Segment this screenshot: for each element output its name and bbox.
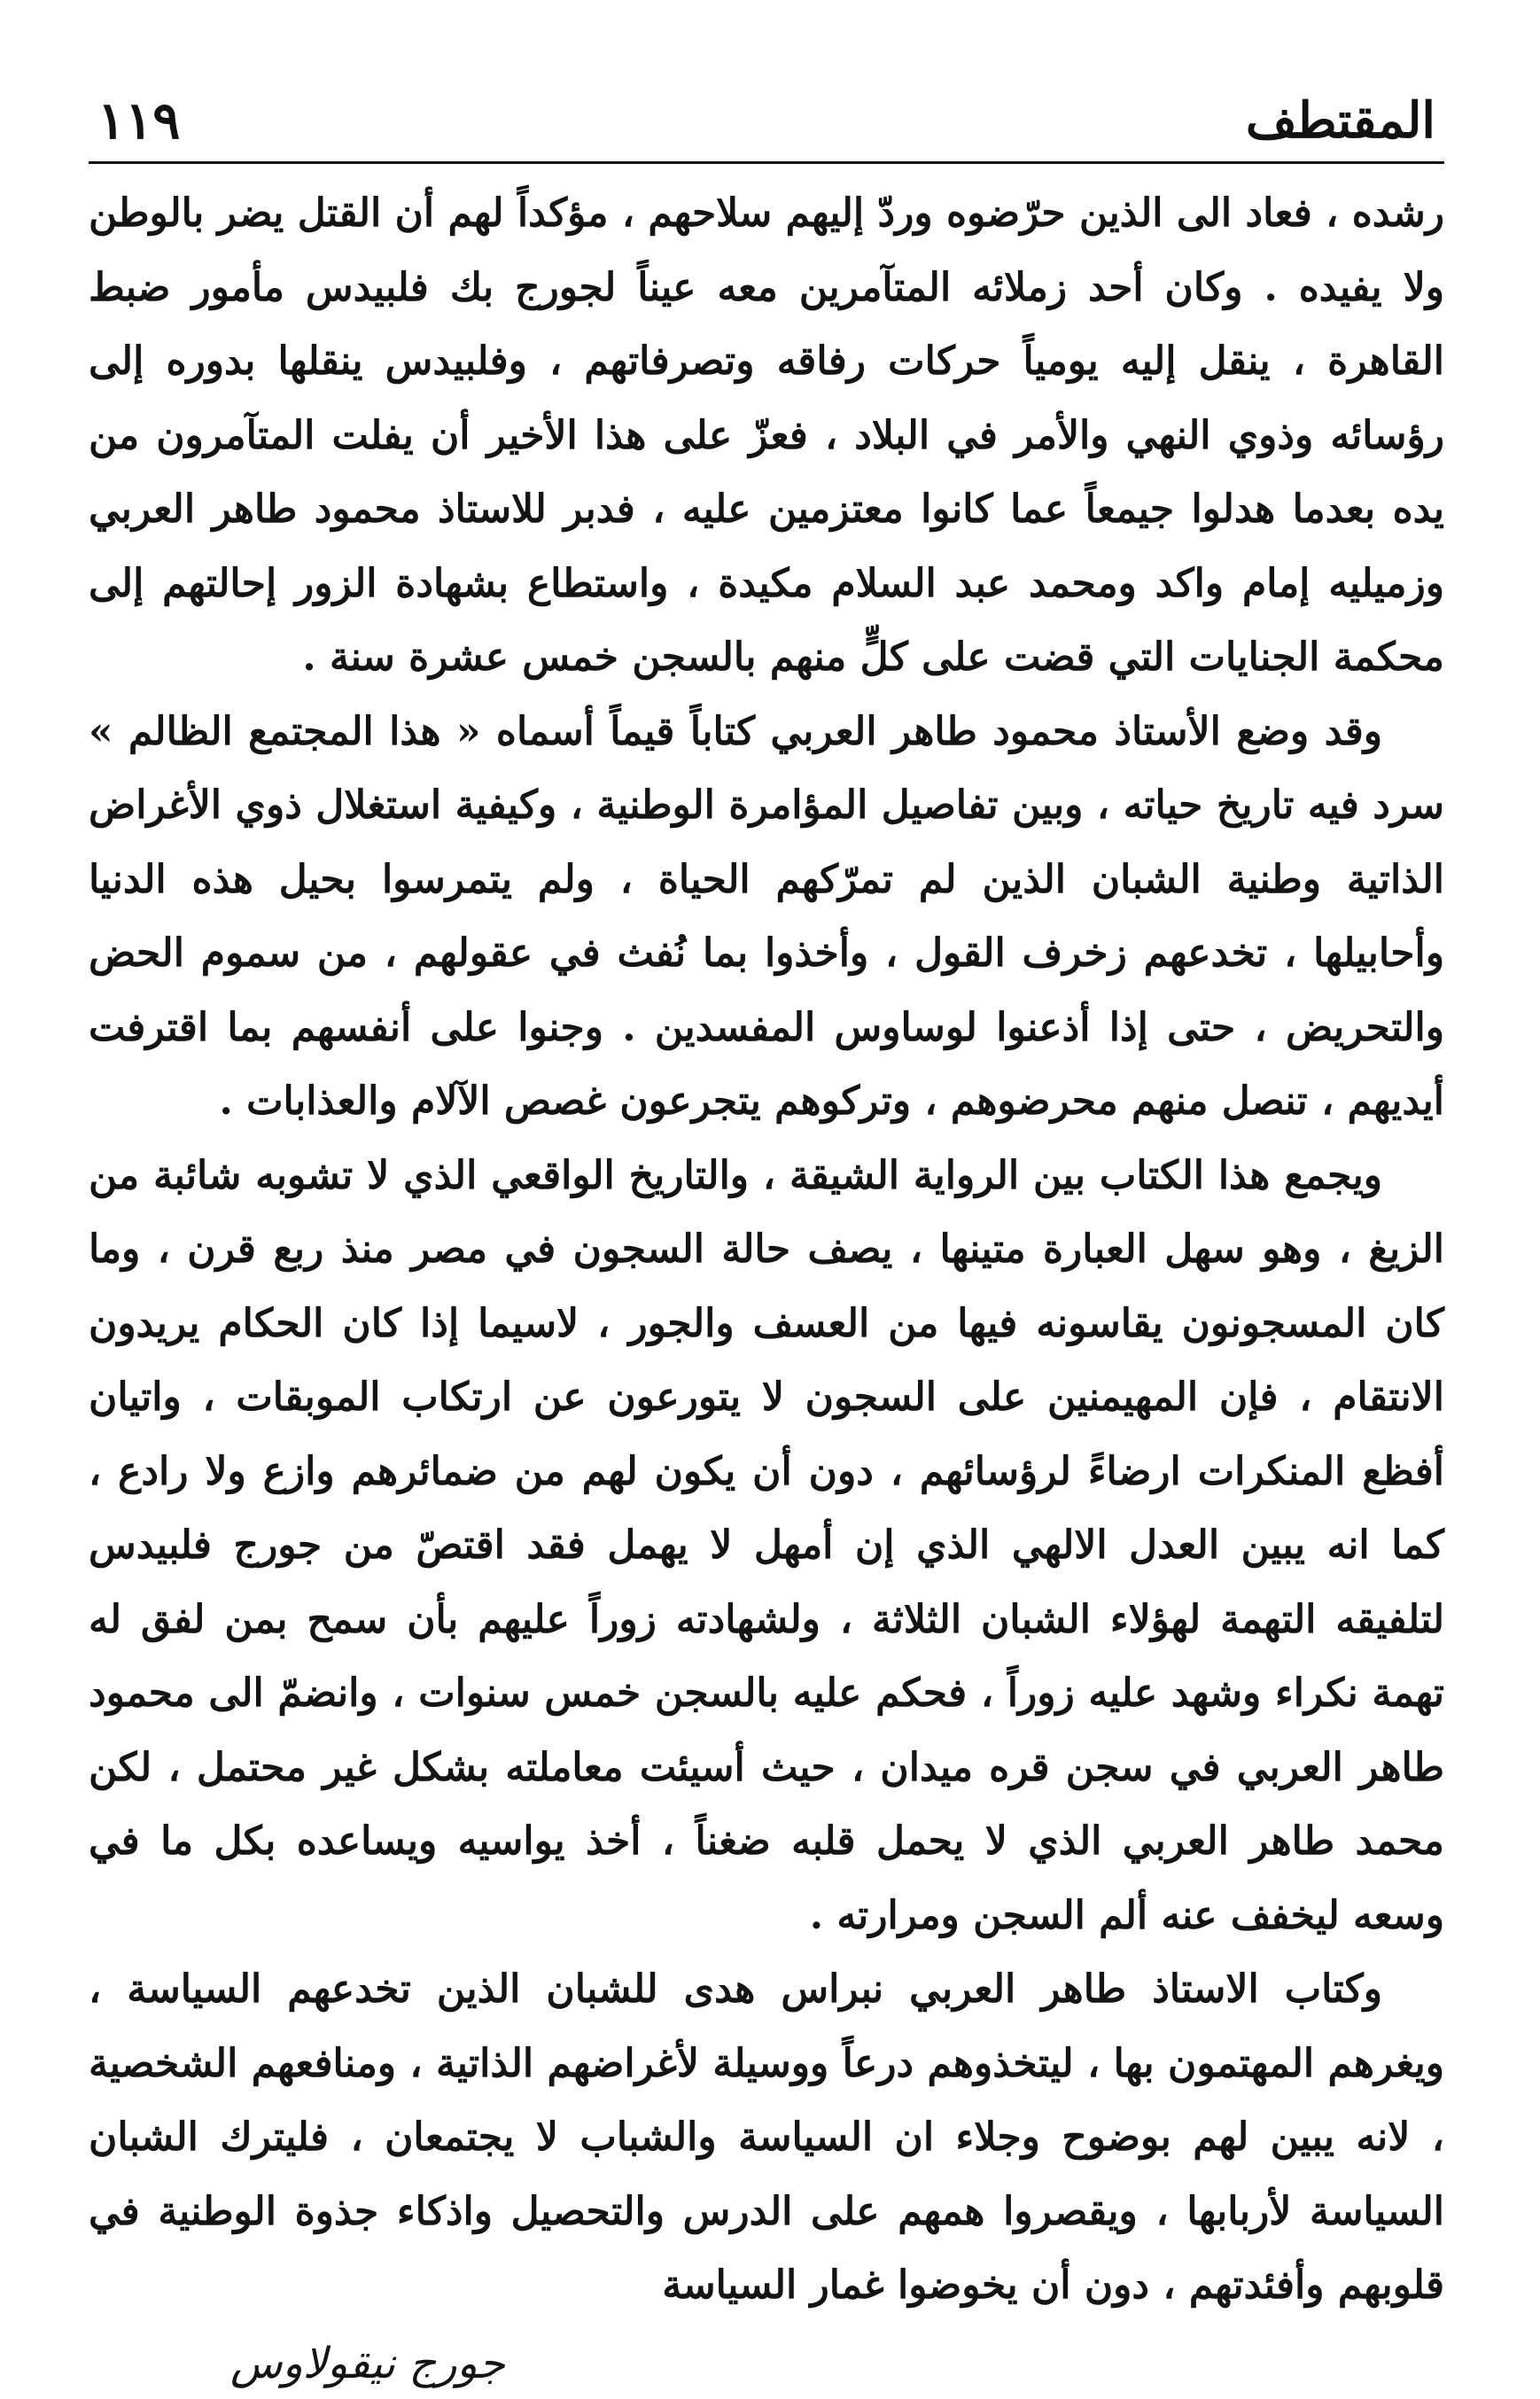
paragraph-3: ويجمع هذا الكتاب بين الرواية الشيقة ، والتاريخ الواقعي الذي لا تشوبه شائبة من الزيغ ، وهو سهل العبارة متينها ، يصف حالة السجون في مصر منذ ربع قرن ، وما كان المسجونون يقاسونه فيها من العسف والجور ، لاسيما إذا كان الحكام يريدون الانتقام ، فإن المهيمنين على السجون لا يتورعون عن ارتكاب الموبقات ، واتيان أفظع المنكرات ارضاءً لرؤسائهم ، دون أن يكون لهم من ضمائرهم وازع ولا رادع ، كما انه يبين العدل الالهي الذي إن أمهل لا يهمل فقد اقتصّ من جورج فلبيدس لتلفيقه التهمة لهؤلاء الشبان الثلاثة ، ولشهادته زوراً عليهم بأن سمح بمن لفق له تهمة نكراء وشهد عليه زوراً ، فحكم عليه بالسجن خمس سنوات ، وانضمّ الى محمود طاهر العربي في سجن قره ميدان ، حيث أسيئت معاملته بشكل غير محتمل ، لكن محمد طاهر العربي الذي لا يحمل قلبه ضغناً ، أخذ يواسيه ويساعده بكل ما في وسعه ليخفف عنه ألم السجن ومرارته .	[89, 1152, 1444, 1938]
paragraph-2: وقد وضع الأستاذ محمود طاهر العربي كتاباً قيماً أسماه « هذا المجتمع الظالم » سرد فيه تاريخ حياته ، وبين تفاصيل المؤامرة الوطنية ، وكيفية استغلال ذوي الأغراض الذاتية وطنية الشبان الذين لم تمرّكهم الحياة ، ولم يتمرسوا بحيل هذه الدنيا وأحابيلها ، تخدعهم زخرف القول ، وأخذوا بما نُفث في عقولهم ، من سموم الحض والتحريض ، حتى إذا أذعنوا لوساوس المفسدين . وجنوا على أنفسهم بما اقترفت أيديهم ، تنصل منهم محرضوهم ، وتركوهم يتجرعون غصص الآلام والعذابات .	[89, 708, 1444, 1124]
journal-name: المقتطف	[1245, 91, 1435, 150]
page-number: ١١٩	[97, 90, 181, 151]
paragraph-4: وكتاب الاستاذ طاهر العربي نبراس هدى للشبان الذين تخدعهم السياسة ، ويغرهم المهتمون بها ، ليتخذوهم درعاً ووسيلة لأغراضهم الذاتية ، ومنافعهم الشخصية ، لانه يبين لهم بوضوح وجلاء ان السياسة والشباب لا يجتمعان ، فليترك الشبان السياسة لأربابها ، ويقصروا همهم على الدرس والتحصيل واذكاء جذوة الوطنية في قلوبهم وأفئدتهم ، دون أن يخوضوا غمار السياسة	[89, 1967, 1444, 2308]
author-signature: جورج نيقولاوس	[230, 2338, 505, 2388]
page-header	[89, 89, 1444, 158]
paragraph-1: رشده ، فعاد الى الذين حرّضوه وردّ إليهم سلاحهم ، مؤكداً لهم أن القتل يضر بالوطن ولا يفيده . وكان أحد زملائه المتآمرين معه عيناً لجورج بك فلبيدس مأمور ضبط القاهرة ، ينقل إليه يومياً حركات رفاقه وتصرفاتهم ، وفلبيدس ينقلها بدوره إلى رؤسائه وذوي النهي والأمر في البلاد ، فعزّ على هذا الأخير أن يفلت المتآمرون من يده بعدما هدلوا جيمعاً عما كانوا معتزمين عليه ، فدبر للاستاذ محمود طاهر العربي وزميليه إمام واكد ومحمد عبد السلام مكيدة ، واستطاع بشهادة الزور إحالتهم إلى محكمة الجنايات التي قضت على كلٍّ منهم بالسجن خمس عشرة سنة .	[89, 191, 1444, 680]
article-body	[89, 176, 1444, 2323]
header-divider	[89, 161, 1444, 164]
